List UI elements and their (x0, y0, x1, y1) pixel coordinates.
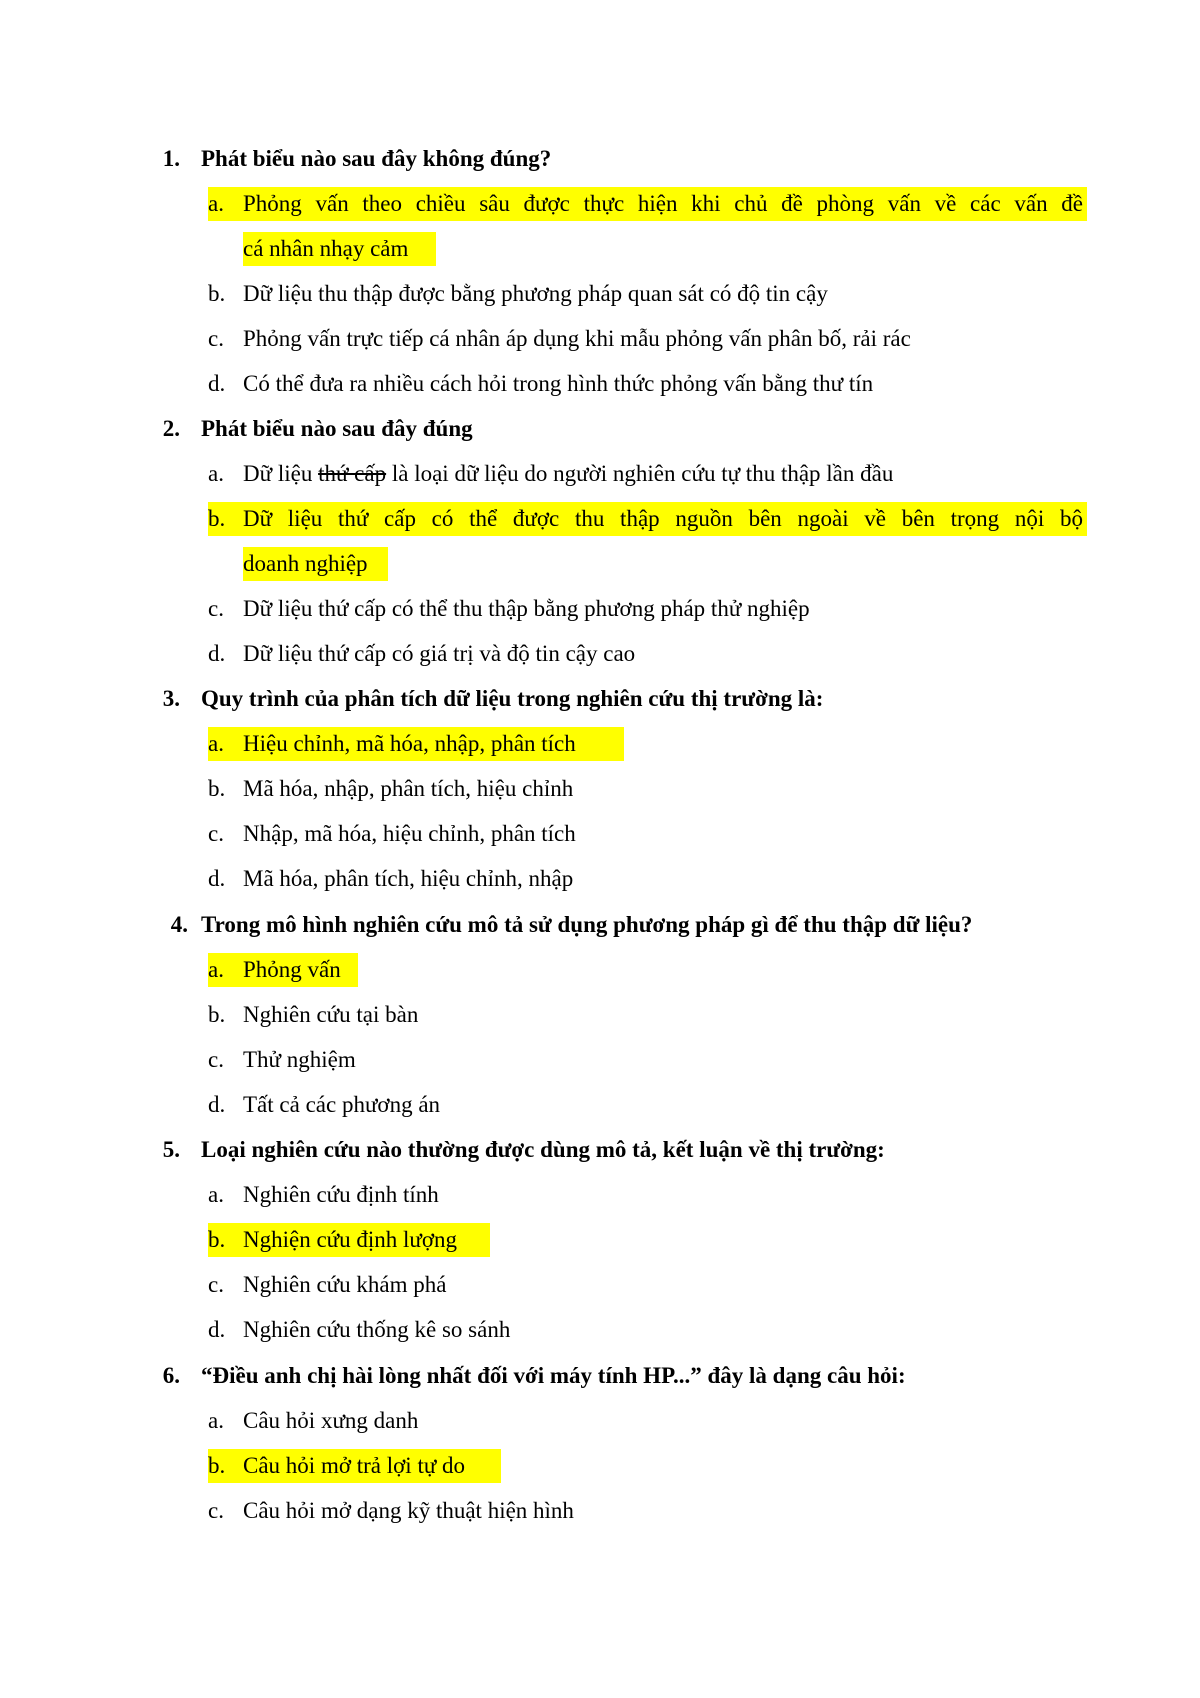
option-2d (0, 631, 1200, 676)
option-text: Có thể đưa ra nhiều cách hỏi trong hình thức phỏng vấn bằng thư tín (243, 371, 874, 396)
option-text: Nghiện cứu định lượng (243, 1227, 458, 1252)
question-5 (0, 1127, 1200, 1172)
option-letter: a. (208, 1182, 224, 1207)
option-letter: d. (208, 371, 226, 396)
option-4c (0, 1037, 1200, 1082)
option-3a (0, 721, 1200, 766)
question-number: 5. (162, 1137, 180, 1162)
option-4b (0, 992, 1200, 1037)
option-6b (0, 1443, 1200, 1488)
question-number: 3. (162, 686, 180, 711)
option-text-line-2: doanh nghiệp (243, 551, 368, 576)
question-1 (0, 136, 1200, 181)
option-letter: a. (208, 461, 224, 486)
option-text: Dữ liệu thu thập được bằng phương pháp quan sát có độ tin cậy (243, 281, 828, 306)
option-text-after: là loại dữ liệu do người nghiên cứu tự thu thập lần đầu (386, 461, 894, 486)
option-letter: c. (208, 1498, 224, 1523)
question-text: Trong mô hình nghiên cứu mô tả sử dụng phương pháp gì để thu thập dữ liệu? (201, 912, 973, 937)
question-text: Phát biểu nào sau đây không đúng? (201, 146, 552, 171)
option-letter: b. (208, 506, 226, 531)
option-text-line-2: cá nhân nhạy cảm (243, 236, 409, 261)
question-text: “Điều anh chị hài lòng nhất đối với máy tính HP...” đây là dạng câu hỏi: (201, 1363, 906, 1388)
option-letter: a. (208, 957, 224, 982)
option-text: Câu hỏi mở dạng kỹ thuật hiện hình (243, 1498, 574, 1523)
option-letter: d. (208, 1092, 226, 1117)
option-text: Nhập, mã hóa, hiệu chỉnh, phân tích (243, 821, 576, 846)
question-number: 4. (170, 912, 188, 937)
question-number: 6. (162, 1363, 180, 1388)
option-6a (0, 1398, 1200, 1443)
question-text: Phát biểu nào sau đây đúng (201, 416, 473, 441)
option-text-before: Dữ liệu (243, 461, 319, 486)
option-text: Nghiên cứu thống kê so sánh (243, 1317, 511, 1342)
option-letter: c. (208, 1047, 224, 1072)
option-letter: c. (208, 596, 224, 621)
question-text: Loại nghiên cứu nào thường được dùng mô tả, kết luận về thị trường: (201, 1137, 885, 1162)
option-text (243, 451, 893, 496)
option-text: Mã hóa, nhập, phân tích, hiệu chỉnh (243, 776, 574, 801)
option-letter: c. (208, 821, 224, 846)
option-5d (0, 1307, 1200, 1352)
option-text: Phỏng vấn trực tiếp cá nhân áp dụng khi mẫu phỏng vấn phân bố, rải rác (243, 326, 911, 351)
option-letter: b. (208, 1002, 226, 1027)
option-3c (0, 811, 1200, 856)
option-text: Dữ liệu thứ cấp có giá trị và độ tin cậy cao (243, 641, 636, 666)
option-letter: d. (208, 1317, 226, 1342)
option-text: Nghiên cứu định tính (243, 1182, 439, 1207)
question-2 (0, 406, 1200, 451)
option-letter: d. (208, 866, 226, 891)
option-text: Hiệu chỉnh, mã hóa, nhập, phân tích (243, 731, 576, 756)
option-5b (0, 1217, 1200, 1262)
option-text: Nghiên cứu khám phá (243, 1272, 447, 1297)
option-4d (0, 1082, 1200, 1127)
option-text: Dữ liệu thứ cấp có thể thu thập bằng phương pháp thử nghiệp (243, 596, 810, 621)
option-letter: c. (208, 326, 224, 351)
question-number: 1. (162, 146, 180, 171)
option-6c (0, 1488, 1200, 1533)
question-4 (0, 902, 1200, 947)
option-2a (0, 451, 1200, 496)
question-3 (0, 676, 1200, 721)
option-1d (0, 361, 1200, 406)
option-1a (0, 181, 1200, 271)
option-4a (0, 947, 1200, 992)
option-text: Phỏng vấn (243, 957, 341, 982)
option-text: Nghiên cứu tại bàn (243, 1002, 419, 1027)
option-letter: c. (208, 1272, 224, 1297)
option-letter: d. (208, 641, 226, 666)
option-5a (0, 1172, 1200, 1217)
option-text: Tất cả các phương án (243, 1092, 441, 1117)
question-text: Quy trình của phân tích dữ liệu trong nghiên cứu thị trường là: (201, 686, 824, 711)
option-2b (0, 496, 1200, 586)
question-number: 2. (162, 416, 180, 441)
option-3b (0, 766, 1200, 811)
option-2c (0, 586, 1200, 631)
option-5c (0, 1262, 1200, 1307)
option-text: Câu hỏi mở trả lợi tự do (243, 1453, 466, 1478)
question-6 (0, 1353, 1200, 1398)
option-letter: a. (208, 731, 224, 756)
option-text-line-1: Dữ liệu thứ cấp có thể được thu thập nguồn bên ngoài về bên trọng nội bộ (243, 506, 1083, 531)
option-3d (0, 856, 1200, 901)
option-1c (0, 316, 1200, 361)
option-text: Mã hóa, phân tích, hiệu chỉnh, nhập (243, 866, 574, 891)
option-text: Thử nghiệm (243, 1047, 356, 1072)
struck-text: thứ cấp (318, 461, 387, 486)
option-1b (0, 271, 1200, 316)
option-letter: b. (208, 1227, 226, 1252)
option-letter: b. (208, 281, 226, 306)
option-text: Câu hỏi xưng danh (243, 1408, 419, 1433)
option-text-line-1: Phỏng vấn theo chiều sâu được thực hiện khi chủ đề phòng vấn về các vấn đề (243, 191, 1083, 216)
option-letter: b. (208, 776, 226, 801)
option-letter: a. (208, 191, 224, 216)
option-letter: a. (208, 1408, 224, 1433)
option-letter: b. (208, 1453, 226, 1478)
